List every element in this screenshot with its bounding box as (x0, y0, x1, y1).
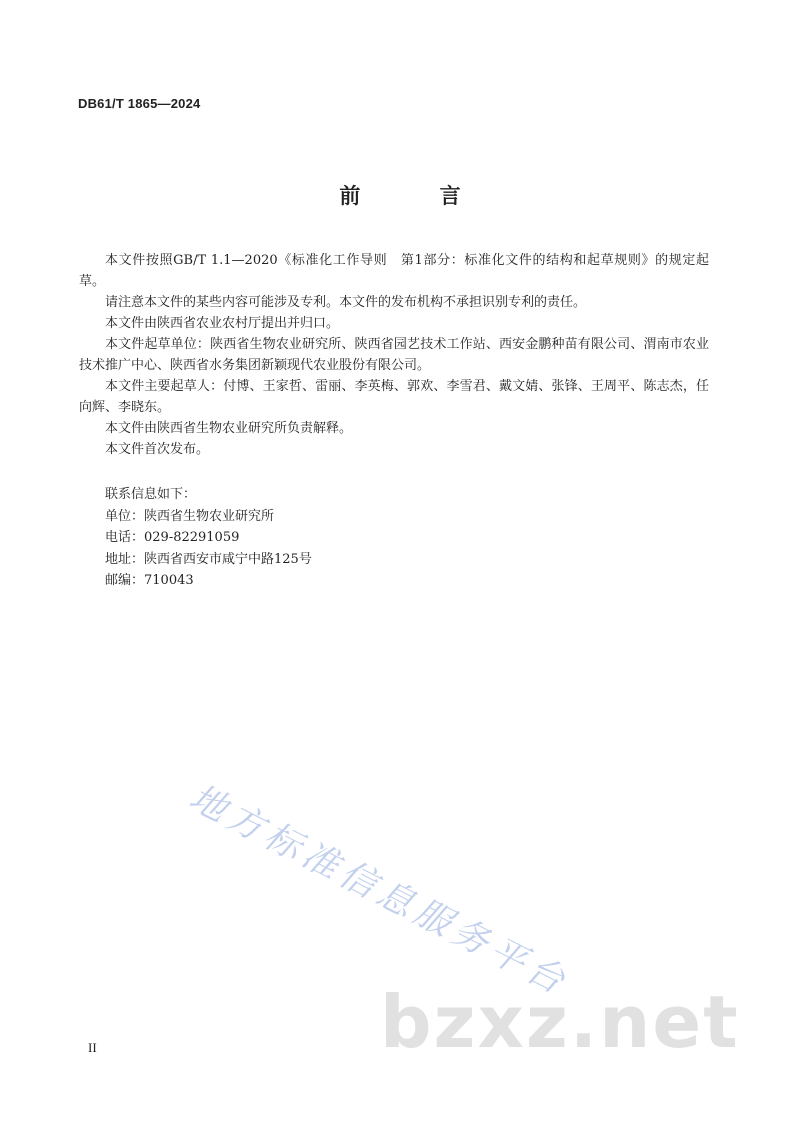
contact-postcode: 邮编：710043 (105, 573, 194, 588)
paragraph-drafting-units: 本文件起草单位：陕西省生物农业研究所、陕西省园艺技术工作站、西安金鹏种苗有限公司、渭南市农业技术推广中心、陕西省水务集团新颖现代农业股份有限公司。 (79, 337, 709, 373)
site-watermark: bzxz.net (380, 980, 740, 1064)
contact-address: 地址：陕西省西安市咸宁中路125号 (105, 551, 312, 567)
contact-phone: 电话：029-82291059 (105, 530, 240, 545)
document-code: DB61/T 1865—2024 (78, 96, 201, 111)
paragraph-proposer: 本文件由陕西省农业农村厅提出并归口。 (105, 316, 340, 331)
page-number: II (88, 1040, 97, 1055)
contact-heading: 联系信息如下： (105, 487, 197, 502)
paragraph-drafters: 本文件主要起草人：付博、王家哲、雷丽、李英梅、郭欢、李雪君、戴文婧、张锋、王周平、陈志杰，任向辉、李晓东。 (79, 379, 709, 415)
contact-unit: 单位：陕西省生物农业研究所 (105, 508, 275, 524)
paragraph-drafting-rules: 本文件按照GB/T 1.1—2020《标准化工作导则 第1部分：标准化文件的结构和起草规则》的规定起草。 (79, 253, 709, 289)
paragraph-first-release: 本文件首次发布。 (105, 442, 210, 457)
paragraph-patent-notice: 请注意本文件的某些内容可能涉及专利。本文件的发布机构不承担识别专利的责任。 (105, 295, 587, 310)
page-title: 前 言 (339, 184, 497, 208)
foreword-body (79, 250, 709, 460)
contact-info (105, 484, 312, 592)
watermark-text: 地方标准信息服务平台 (182, 777, 576, 1005)
paragraph-interpretation: 本文件由陕西省生物农业研究所负责解释。 (105, 421, 353, 436)
